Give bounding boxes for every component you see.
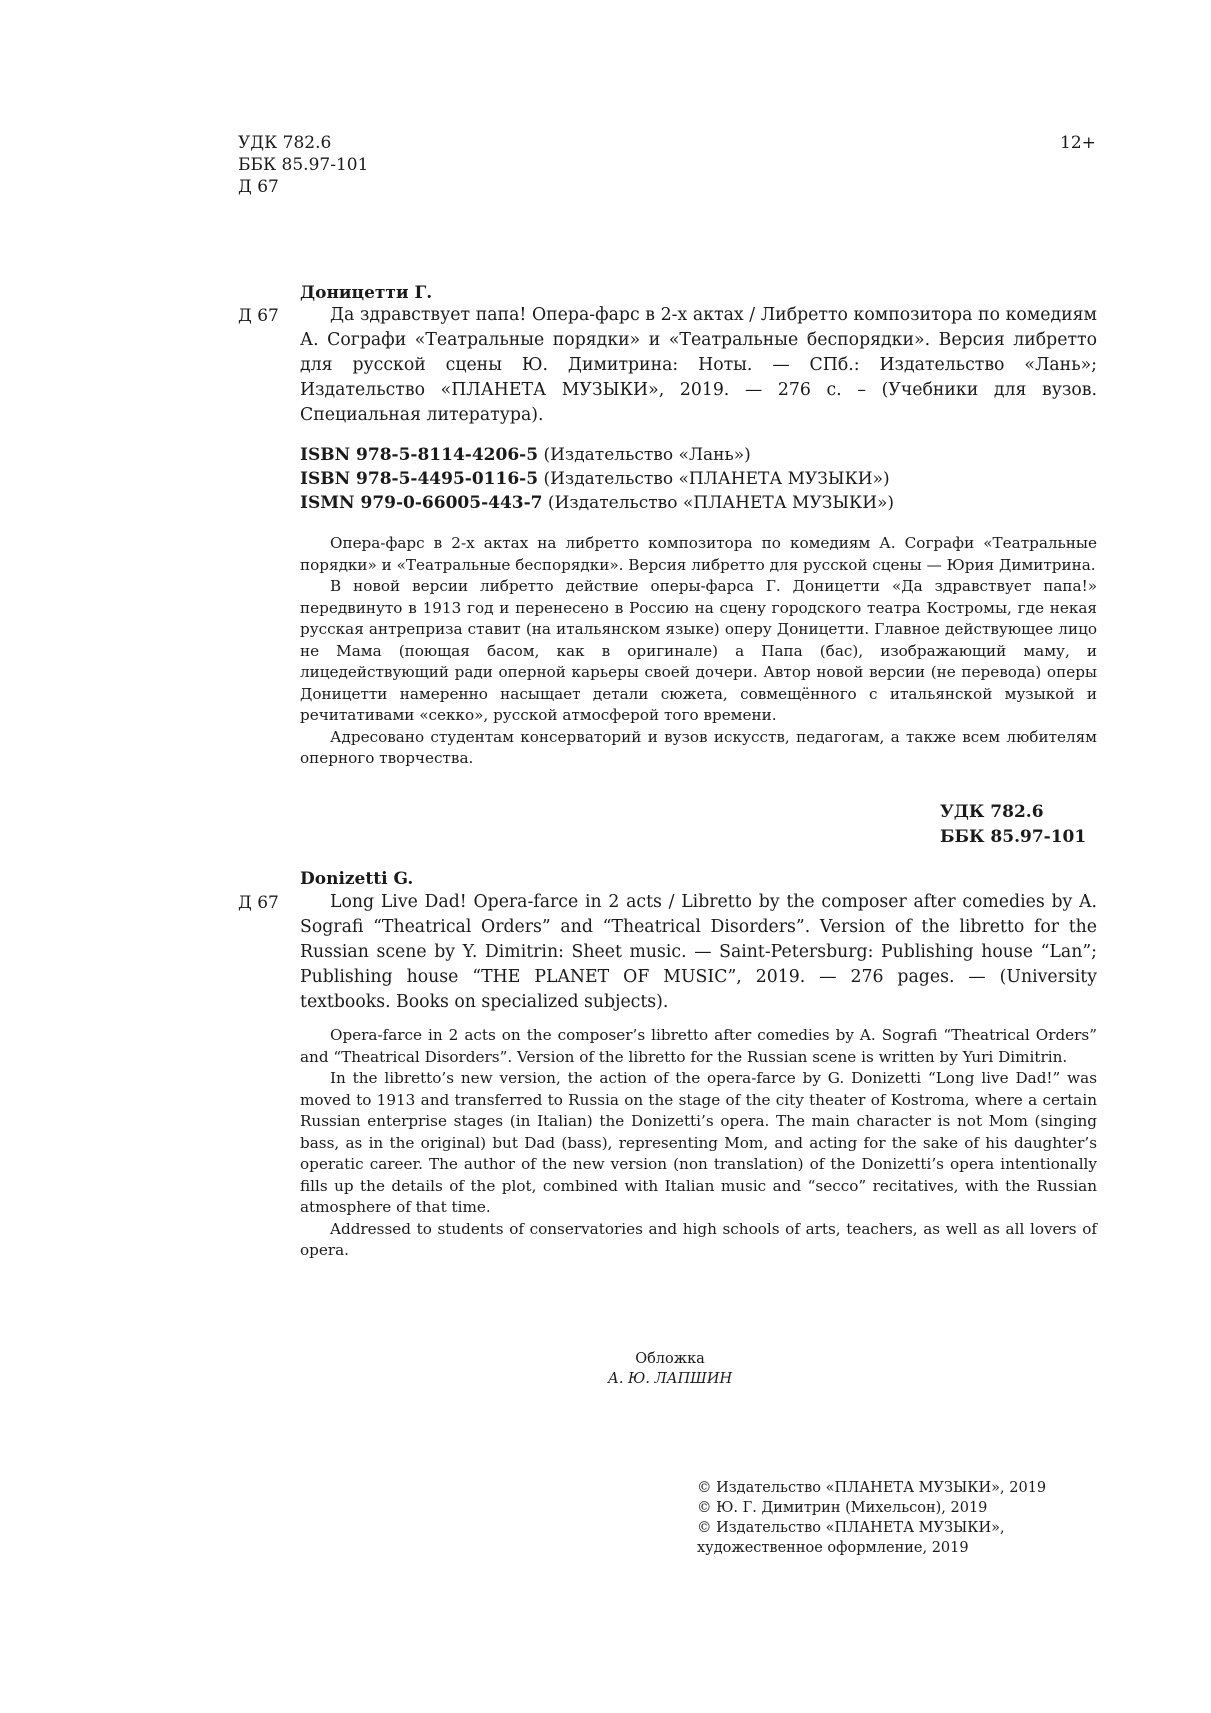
ru-author: Доницетти Г.	[300, 283, 433, 303]
annotation-paragraph: Opera-farce in 2 acts on the composer’s libretto after comedies by A. Sografi “Theatrical Orders” and “Theatrical Disorders”. Version of the libretto for the Russian scene is written by Yuri Dimitrin.	[300, 1026, 1097, 1066]
ismn-publisher: (Издательство «ПЛАНЕТА МУЗЫКИ»)	[547, 493, 895, 513]
isbn-publisher: (Издательство «ПЛАНЕТА МУЗЫКИ»)	[543, 469, 890, 489]
bbk-code: ББК 85.97-101	[238, 155, 369, 175]
isbn-publisher: (Издательство «Лань»)	[543, 445, 751, 465]
bbk-code: ББК 85.97-101	[940, 827, 1087, 847]
udk-code: УДК 782.6	[940, 802, 1044, 822]
author-mark: Д 67	[238, 177, 279, 197]
copyright-line: © Издательство «ПЛАНЕТА МУЗЫКИ», художественное оформление, 2019	[697, 1520, 1005, 1556]
ru-classification-right	[940, 800, 1086, 850]
annotation-paragraph: Адресовано студентам консерваторий и вузов искусств, педагогам, а также всем любителям оперного творчества.	[300, 727, 1097, 767]
en-bibliographic-description: Long Live Dad! Opera-farce in 2 acts / Libretto by the composer after comedies by A. Sografi “Theatrical Orders” and “Theatrical Disorders”. Version of the libretto for the Russian scene by Y. Dimitrin: Sheet music. — Saint-Petersburg: Publishing house “Lan”; Publishing house “THE PLANET OF MUSIC”, 2019. — 276 pages. — (University textbooks. Books on specialized subjects).	[300, 892, 1097, 1012]
isbn-number: ISBN 978-5-8114-4206-5	[300, 445, 539, 465]
ismn-line	[300, 491, 894, 515]
cover-artist: А. Ю. ЛАПШИН	[607, 1371, 733, 1387]
ru-author-mark: Д 67	[238, 306, 279, 326]
isbn-line	[300, 467, 894, 491]
age-rating: 12+	[1060, 133, 1096, 153]
ismn-number: ISMN 979-0-66005-443-7	[300, 493, 543, 513]
annotation-paragraph: В новой версии либретто действие оперы-фарса Г. Доницетти «Да здравствует папа!» передвинуто в 1913 год и перенесено в Россию на сцену городского театра Костромы, где некая русская антреприза ставит (на итальянском языке) оперу Доницетти. Главное действующее лицо не Мама (поющая басом, как в оригинале) а Папа (бас), изображающий маму, и лицедействующий ради оперной карьеры своей дочери. Автор новой версии (не перевода) оперы Доницетти намеренно насыщает детали сюжета, совмещённого с итальянской музыкой и речитативами «секко», русской атмосферой того времени.	[300, 577, 1097, 724]
annotation-paragraph: Опера-фарс в 2-х актах на либретто композитора по комедиям А. Сографи «Театральные порядки» и «Театральные беспорядки». Версия либретто для русской сцены — Юрия Димитрина.	[300, 534, 1097, 574]
ru-bibliographic-description: Да здравствует папа! Опера-фарс в 2-х актах / Либретто композитора по комедиям А. Сографи «Театральные порядки» и «Театральные беспорядки». Версия либретто для русской сцены Ю. Димитрина: Ноты. — СПб.: Издательство «Лань»; Издательство «ПЛАНЕТА МУЗЫКИ», 2019. — 276 с. – (Учебники для вузов. Специальная литература).	[300, 305, 1097, 425]
en-author-mark: Д 67	[238, 893, 279, 913]
en-author: Donizetti G.	[300, 869, 414, 889]
en-annotation	[300, 1025, 1097, 1262]
udk-code: УДК 782.6	[238, 133, 332, 153]
classification-block	[238, 132, 368, 198]
copyright-line: © Издательство «ПЛАНЕТА МУЗЫКИ», 2019	[697, 1480, 1047, 1496]
isbn-block	[300, 443, 894, 515]
copyright-block	[697, 1478, 1097, 1558]
ru-annotation	[300, 533, 1097, 770]
annotation-paragraph: In the libretto’s new version, the action of the opera-farce by G. Donizetti “Long live Dad!” was moved to 1913 and transferred to Russia on the stage of the city theater of Kostroma, where a certain Russian enterprise stages (in Italian) the Donizetti’s opera. The main character is not Mom (singing bass, as in the original) but Dad (bass), representing Mom, and acting for the sake of his daughter’s operatic career. The author of the new version (non translation) of the Donizetti’s opera intentionally fills up the details of the plot, combined with Italian music and “secco” recitatives, with the Russian atmosphere of that time.	[300, 1069, 1097, 1216]
cover-label: Обложка	[635, 1351, 705, 1367]
annotation-paragraph: Addressed to students of conservatories and high schools of arts, teachers, as well as all lovers of opera.	[300, 1219, 1097, 1259]
copyright-line: © Ю. Г. Димитрин (Михельсон), 2019	[697, 1500, 988, 1516]
isbn-number: ISBN 978-5-4495-0116-5	[300, 469, 539, 489]
cover-credit	[500, 1349, 840, 1389]
isbn-line	[300, 443, 894, 467]
